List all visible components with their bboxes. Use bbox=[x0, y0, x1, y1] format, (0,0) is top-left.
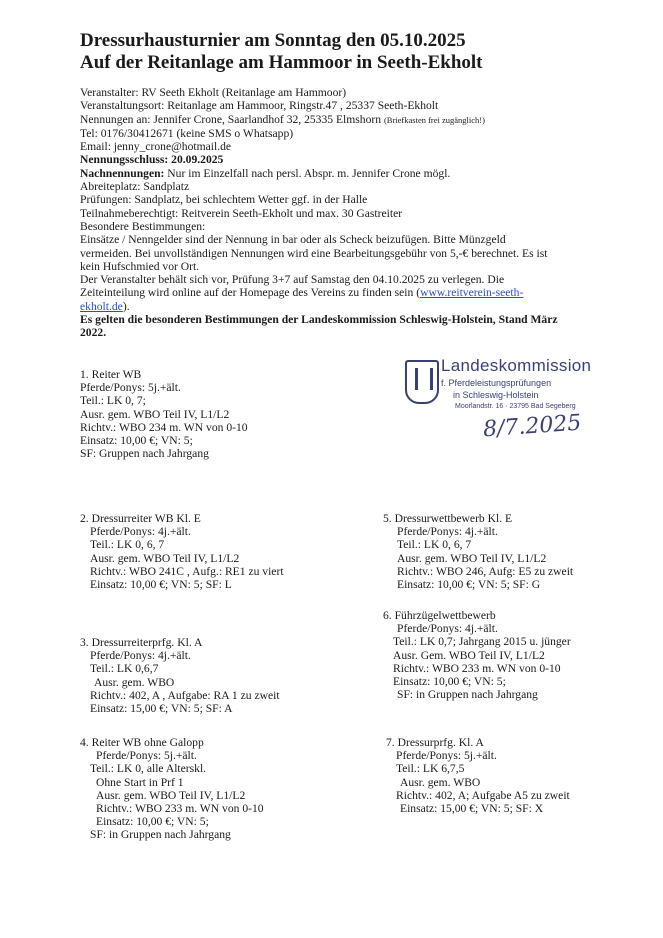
crest-icon bbox=[405, 360, 439, 404]
comp-line: SF: Gruppen nach Jahrgang bbox=[80, 447, 209, 461]
entries-address: Nennungen an: Jennifer Crone, Saarlandhof 32, 25335 Elmshorn (Briefkasten frei zugänglich!) bbox=[80, 112, 485, 126]
phone: Tel: 0176/30412671 (keine SMS o Whatsapp) bbox=[80, 126, 294, 140]
comp-line: Ausr. gem. WBO Teil IV, L1/L2 bbox=[90, 551, 240, 565]
comp-line: Richtv.: WBO 246, Aufg: E5 zu zweit bbox=[397, 564, 574, 578]
comp-line: Einsatz: 15,00 €; VN: 5; SF: A bbox=[90, 702, 233, 716]
comp-line: Teil.: LK 0,7; Jahrgang 2015 u. jünger bbox=[393, 635, 571, 649]
competition-6 bbox=[383, 609, 571, 701]
comp-line: Pferde/Ponys: 4j.+ält. bbox=[397, 525, 498, 539]
regulations-line-1: Es gelten die besonderen Bestimmungen der Landeskommission Schleswig-Holstein, Stand März bbox=[80, 313, 558, 327]
entry-deadline: Nennungsschluss: 20.09.2025 bbox=[80, 153, 224, 167]
comp-line: Pferde/Ponys: 4j.+ält. bbox=[90, 525, 191, 539]
email: Email: jenny_crone@hotmail.de bbox=[80, 140, 232, 154]
competition-7 bbox=[386, 736, 570, 815]
comp-line: Ohne Start in Prf 1 bbox=[96, 775, 184, 789]
comp-line: Richtv.: WBO 241C , Aufg.: RE1 zu viert bbox=[90, 564, 284, 578]
comp-line: Pferde/Ponys: 4j.+ält. bbox=[397, 622, 498, 636]
stamp-line-1: Landeskommission bbox=[441, 356, 592, 375]
competition-5 bbox=[383, 512, 573, 591]
comp-line: Ausr. gem. WBO Teil IV, L1/L2 bbox=[80, 407, 230, 421]
club-website-link[interactable]: www.reitverein-seeth- bbox=[420, 286, 524, 300]
comp-line: Richtv.: 402, A , Aufgabe: RA 1 zu zweit bbox=[90, 688, 280, 702]
fees-line-3: kein Hufschmied vor Ort. bbox=[80, 259, 200, 273]
event-info bbox=[80, 86, 600, 340]
warmup-arena: Abreiteplatz: Sandplatz bbox=[80, 180, 190, 194]
comp-line: Pferde/Ponys: 5j.+ält. bbox=[80, 381, 181, 395]
comp-line: Richtv.: WBO 233 m. WN von 0-10 bbox=[96, 802, 264, 816]
special-rules-heading: Besondere Bestimmungen: bbox=[80, 219, 206, 233]
document-title bbox=[80, 30, 640, 74]
comp-line: Ausr. Gem. WBO Teil IV, L1/L2 bbox=[393, 648, 545, 662]
competition-4 bbox=[80, 736, 264, 842]
club-website-link-cont[interactable]: ekholt.de bbox=[80, 299, 123, 313]
comp-line: Pferde/Ponys: 4j.+ält. bbox=[90, 649, 191, 663]
comp-line: Ausr. gem. WBO bbox=[94, 675, 175, 689]
comp-line: Pferde/Ponys: 5j.+ält. bbox=[396, 749, 497, 763]
title-line-2: Auf der Reitanlage am Hammoor in Seeth-Ekholt bbox=[80, 52, 483, 73]
comp-line: Einsatz: 10,00 €; VN: 5; SF: L bbox=[90, 578, 232, 592]
comp-line: SF: in Gruppen nach Jahrgang bbox=[90, 828, 231, 842]
comp-line: Richtv.: WBO 233 m. WN von 0-10 bbox=[393, 661, 561, 675]
title-line-1: Dressurhausturnier am Sonntag den 05.10.2025 bbox=[80, 30, 466, 51]
comp-line: Einsatz: 10,00 €; VN: 5; SF: G bbox=[397, 578, 541, 592]
fees-line-2: vermeiden. Bei unvollständigen Nennungen wird eine Bearbeitungsgebühr von 5,-€ berechnet. Es ist bbox=[80, 246, 548, 260]
fees-line-1: Einsätze / Nenngelder sind der Nennung in bar oder als Scheck beizufügen. Bitte Münzgeld bbox=[80, 233, 506, 247]
comp-line: Einsatz: 10,00 €; VN: 5; bbox=[80, 434, 193, 448]
comp-line: Ausr. gem. WBO Teil IV, L1/L2 bbox=[96, 788, 246, 802]
competition-title: 1. Reiter WB bbox=[80, 368, 142, 381]
schedule-note: Zeiteinteilung wird online auf der Homepage des Vereins zu finden sein (www.reitverein-seeth- bbox=[80, 286, 524, 300]
comp-line: Pferde/Ponys: 5j.+ält. bbox=[96, 749, 197, 763]
organizer: Veranstalter: RV Seeth Ekholt (Reitanlage am Hammoor) bbox=[80, 86, 347, 99]
competition-title: 6. Führzügelwettbewerb bbox=[383, 609, 496, 622]
comp-line: Teil.: LK 0, alle Alterskl. bbox=[90, 762, 207, 776]
competition-title: 3. Dressurreiterprfg. Kl. A bbox=[80, 636, 203, 649]
competition-1 bbox=[80, 368, 248, 460]
stamp-line-4: Moorlandstr. 16 · 23795 Bad Segeberg bbox=[455, 403, 576, 410]
comp-line: Teil.: LK 0, 6, 7 bbox=[90, 538, 165, 552]
comp-line: SF: in Gruppen nach Jahrgang bbox=[397, 688, 538, 702]
competition-title: 7. Dressurprfg. Kl. A bbox=[386, 736, 484, 749]
stamp-line-2: f. Pferdeleistungsprüfungen bbox=[441, 378, 552, 388]
stamp-line-3: in Schleswig-Holstein bbox=[453, 390, 539, 400]
comp-line: Teil.: LK 0, 6, 7 bbox=[397, 538, 472, 552]
comp-line: Teil.: LK 6,7,5 bbox=[396, 762, 465, 776]
competition-title: 4. Reiter WB ohne Galopp bbox=[80, 736, 204, 749]
comp-line: Ausr. gem. WBO bbox=[400, 775, 481, 789]
competition-3 bbox=[80, 636, 280, 715]
comp-line: Teil.: LK 0, 7; bbox=[80, 394, 146, 408]
reservation-note: Der Veranstalter behält sich vor, Prüfung 3+7 auf Samstag den 04.10.2025 zu verlegen. Die bbox=[80, 273, 505, 287]
comp-line: Richtv.: 402, A; Aufgabe A5 zu zweit bbox=[396, 788, 570, 802]
entries-note: (Briefkasten frei zugänglich!) bbox=[383, 114, 485, 125]
competition-2 bbox=[80, 512, 284, 591]
eligibility: Teilnahmeberechtigt: Reitverein Seeth-Ekholt und max. 30 Gastreiter bbox=[80, 206, 403, 220]
competition-title: 2. Dressurreiter WB Kl. E bbox=[80, 512, 201, 525]
comp-line: Einsatz: 10,00 €; VN: 5; bbox=[96, 815, 209, 829]
comp-line: Einsatz: 15,00 €; VN: 5; SF: X bbox=[400, 802, 544, 816]
comp-line: Einsatz: 10,00 €; VN: 5; bbox=[393, 675, 506, 689]
schedule-note-cont: ekholt.de). bbox=[80, 299, 130, 313]
comp-line: Richtv.: WBO 234 m. WN von 0-10 bbox=[80, 420, 248, 434]
comp-line: Teil.: LK 0,6,7 bbox=[90, 662, 159, 676]
venue: Veranstaltungsort: Reitanlage am Hammoor, Ringstr.47 , 25337 Seeth-Ekholt bbox=[80, 99, 439, 113]
comp-line: Ausr. gem. WBO Teil IV, L1/L2 bbox=[397, 551, 547, 565]
handwritten-date: 8/7.2025 bbox=[482, 410, 583, 443]
competition-title: 5. Dressurwettbewerb Kl. E bbox=[383, 512, 513, 525]
approval-stamp bbox=[395, 352, 625, 457]
competition-arena: Prüfungen: Sandplatz, bei schlechtem Wetter ggf. in der Halle bbox=[80, 193, 368, 207]
late-entries: Nachnennungen: Nur im Einzelfall nach persl. Abspr. m. Jennifer Crone mögl. bbox=[80, 166, 451, 180]
regulations-line-2: 2022. bbox=[80, 326, 107, 340]
